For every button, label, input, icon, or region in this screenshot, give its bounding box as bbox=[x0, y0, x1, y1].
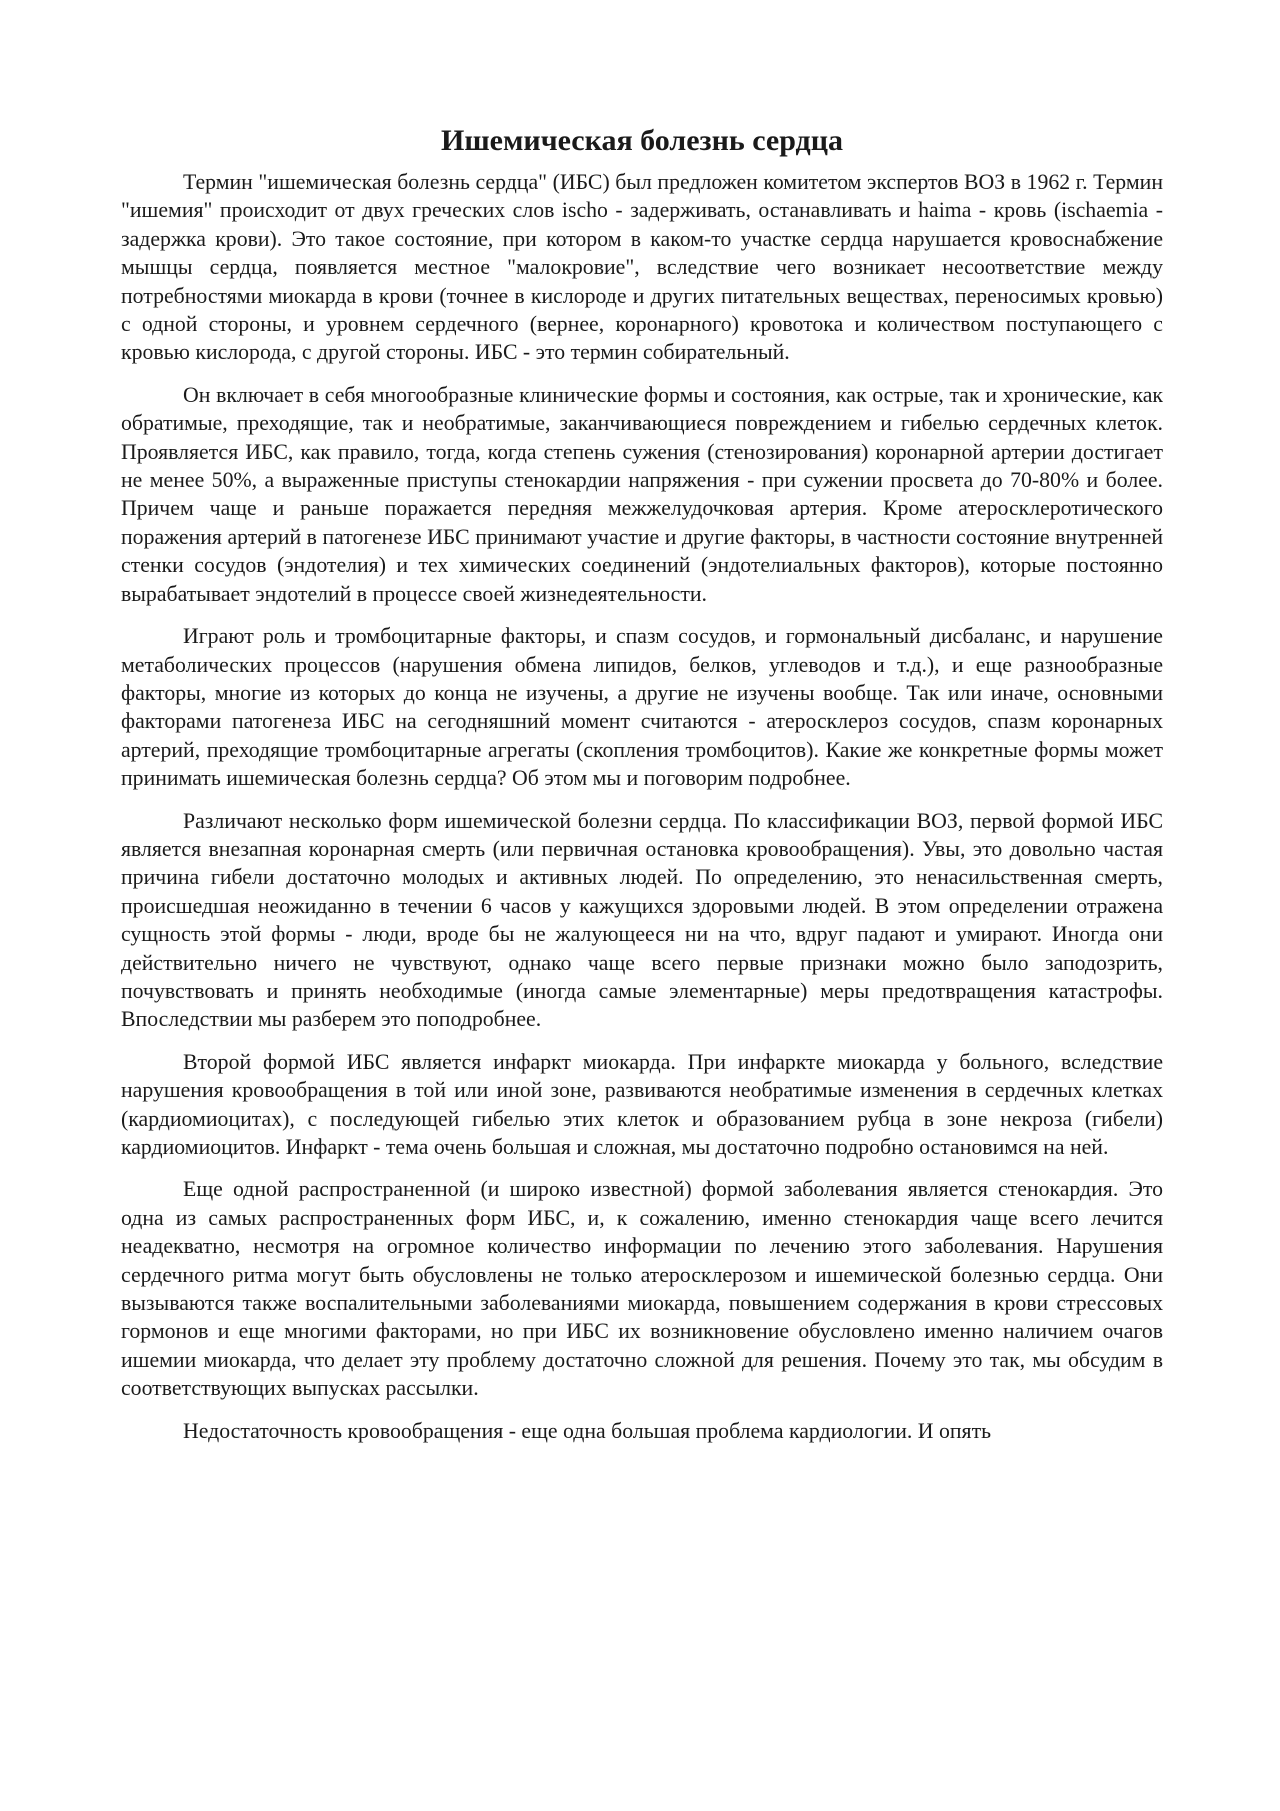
document-body bbox=[121, 120, 1163, 1459]
paragraph-pathogenesis-factors: Играют роль и тромбоцитарные факторы, и спазм сосудов, и гормональный дисбаланс, и нарушение метаболических процессов (нарушения обмена липидов, белков, углеводов и т.д.), и еще разнообразные факторы, многие из которых до конца не изучены, а другие не изучены вообще. Так или иначе, основными факторами патогенеза ИБС на сегодняшний момент считаются - атеросклероз сосудов, спазм коронарных артерий, преходящие тромбоцитарные агрегаты (скопления тромбоцитов). Какие же конкретные формы может принимать ишемическая болезнь сердца? Об этом мы и поговорим подробнее. bbox=[121, 624, 1163, 791]
document-title: Ишемическая болезнь сердца bbox=[441, 124, 843, 157]
paragraph-sudden-coronary-death: Различают несколько форм ишемической болезни сердца. По классификации ВОЗ, первой формой ИБС является внезапная коронарная смерть (или первичная остановка кровообращения). Увы, это довольно частая причина гибели достаточно молодых и активных людей. По определению, это ненасильственная смерть, происшедшая неожиданно в течении 6 часов у кажущихся здоровыми людей. В этом определении отражена сущность этой формы - люди, вроде бы не жалующееся ни на что, вдруг падают и умирают. Иногда они действительно ничего не чувствуют, однако чаще всего первые признаки можно было заподозрить, почувствовать и принять необходимые (иногда самые элементарные) меры предотвращения катастрофы. Впоследствии мы разберем это поподробнее. bbox=[121, 808, 1163, 1032]
paragraph-myocardial-infarction: Второй формой ИБС является инфаркт миокарда. При инфаркте миокарда у больного, вследствие нарушения кровообращения в той или иной зоне, развиваются необратимые изменения в сердечных клетках (кардиомиоцитах), с последующей гибелью этих клеток и образованием рубца в зоне некроза (гибели) кардиомиоцитов. Инфаркт - тема очень большая и сложная, мы достаточно подробно остановимся на ней. bbox=[121, 1049, 1163, 1159]
paragraph-heart-failure: Недостаточность кровообращения - еще одна большая проблема кардиологии. И опять bbox=[183, 1418, 992, 1443]
paragraph-clinical-forms: Он включает в себя многообразные клинические формы и состояния, как острые, так и хронические, как обратимые, преходящие, так и необратимые, заканчивающиеся повреждением и гибелью сердечных клеток. Проявляется ИБС, как правило, тогда, когда степень сужения (стенозирования) коронарной артерии достигает не менее 50%, а выраженные приступы стенокардии напряжения - при сужении просвета до 70-80% и более. Причем чаще и раньше поражается передняя межжелудочковая артерия. Кроме атеросклеротического поражения артерий в патогенезе ИБС принимают участие и другие факторы, в частности состояние внутренней стенки сосудов (эндотелия) и тех химических соединений (эндотелиальных факторов), которые постоянно вырабатывает эндотелий в процессе своей жизнедеятельности. bbox=[121, 382, 1163, 606]
paragraph-definition: Термин "ишемическая болезнь сердца" (ИБС) был предложен комитетом экспертов ВОЗ в 1962 г. Термин "ишемия" происходит от двух греческих слов ischo - задерживать, останавливать и haima - кровь (ischaemia - задержка крови). Это такое состояние, при котором в каком-то участке сердца нарушается кровоснабжение мышцы сердца, появляется местное "малокровие", вследствие чего возникает несоответствие между потребностями миокарда в крови (точнее в кислороде и других питательных веществах, переносимых кровью) с одной стороны, и уровнем сердечного (вернее, коронарного) кровотока и количеством поступающего с кровью кислорода, с другой стороны. ИБС - это термин собирательный. bbox=[121, 170, 1163, 365]
paragraph-angina: Еще одной распространенной (и широко известной) формой заболевания является стенокардия. Это одна из самых распространенных форм ИБС, и, к сожалению, именно стенокардия чаще всего лечится неадекватно, несмотря на огромное количество информации по лечению этого заболевания. Нарушения сердечного ритма могут быть обусловлены не только атеросклерозом и ишемической болезнью сердца. Они вызываются также воспалительными заболеваниями миокарда, повышением содержания в крови стрессовых гормонов и еще многими факторами, но при ИБС их возникновение обусловлено именно наличием очагов ишемии миокарда, что делает эту проблему достаточно сложной для решения. Почему это так, мы обсудим в соответствующих выпусках рассылки. bbox=[121, 1177, 1163, 1401]
